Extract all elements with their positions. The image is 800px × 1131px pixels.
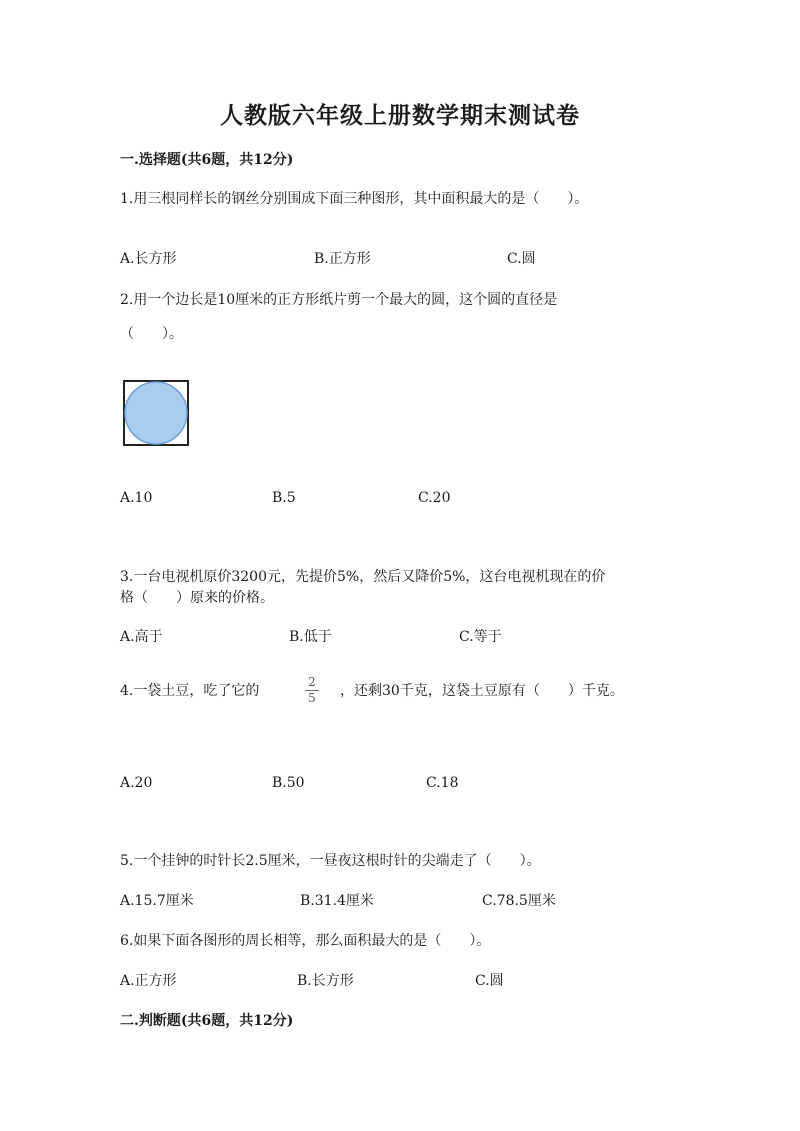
question-1-option-a: A.长方形 [120, 251, 177, 267]
page-title: 人教版六年级上册数学期末测试卷 [220, 102, 580, 129]
section-heading-judgment: 二.判断题(共6题，共12分) [120, 1013, 294, 1029]
inscribed-circle [125, 382, 187, 444]
question-2-option-a: A.10 [120, 490, 153, 506]
question-3-option-b: B.低于 [289, 629, 332, 645]
question-1-option-b: B.正方形 [314, 251, 371, 267]
question-6-option-c: C.圆 [475, 973, 504, 989]
question-4-stem-after: ，还剩30千克，这袋土豆原有（ ）千克。 [340, 683, 624, 699]
question-2-option-c: C.20 [418, 490, 451, 506]
question-2-stem-line2: （ ）。 [120, 326, 183, 342]
question-5-stem: 5.一个挂钟的时针长2.5厘米，一昼夜这根时针的尖端走了（ ）。 [120, 853, 541, 869]
question-3-stem-line1: 3.一台电视机原价3200元，先提价5%，然后又降价5%，这台电视机现在的价 [120, 569, 606, 585]
question-4-stem-before: 4.一袋土豆，吃了它的 [120, 683, 260, 699]
question-2-option-b: B.5 [272, 490, 296, 506]
question-3-stem-line2: 格（ ）原来的价格。 [120, 590, 274, 606]
fraction-numerator: 2 [308, 675, 316, 689]
question-1-stem: 1.用三根同样长的钢丝分别围成下面三种图形，其中面积最大的是（ ）。 [120, 191, 589, 207]
question-4-option-c: C.18 [426, 775, 459, 791]
question-5-option-a: A.15.7厘米 [120, 893, 194, 909]
question-5-option-c: C.78.5厘米 [482, 893, 556, 909]
square-with-circle-figure [122, 379, 192, 449]
question-4-option-b: B.50 [272, 775, 305, 791]
fraction-two-fifths [303, 676, 321, 705]
question-4-option-a: A.20 [120, 775, 153, 791]
question-6-option-a: A.正方形 [120, 973, 177, 989]
question-6-option-b: B.长方形 [297, 973, 354, 989]
question-5-option-b: B.31.4厘米 [300, 893, 374, 909]
section-heading-choice: 一.选择题(共6题，共12分) [120, 152, 294, 168]
fraction-denominator: 5 [308, 691, 316, 705]
question-6-stem: 6.如果下面各图形的周长相等，那么面积最大的是（ ）。 [120, 933, 491, 949]
question-3-option-c: C.等于 [459, 629, 502, 645]
question-2-stem-line1: 2.用一个边长是10厘米的正方形纸片剪一个最大的圆，这个圆的直径是 [120, 292, 558, 308]
question-1-option-c: C.圆 [507, 251, 536, 267]
question-3-option-a: A.高于 [120, 629, 163, 645]
